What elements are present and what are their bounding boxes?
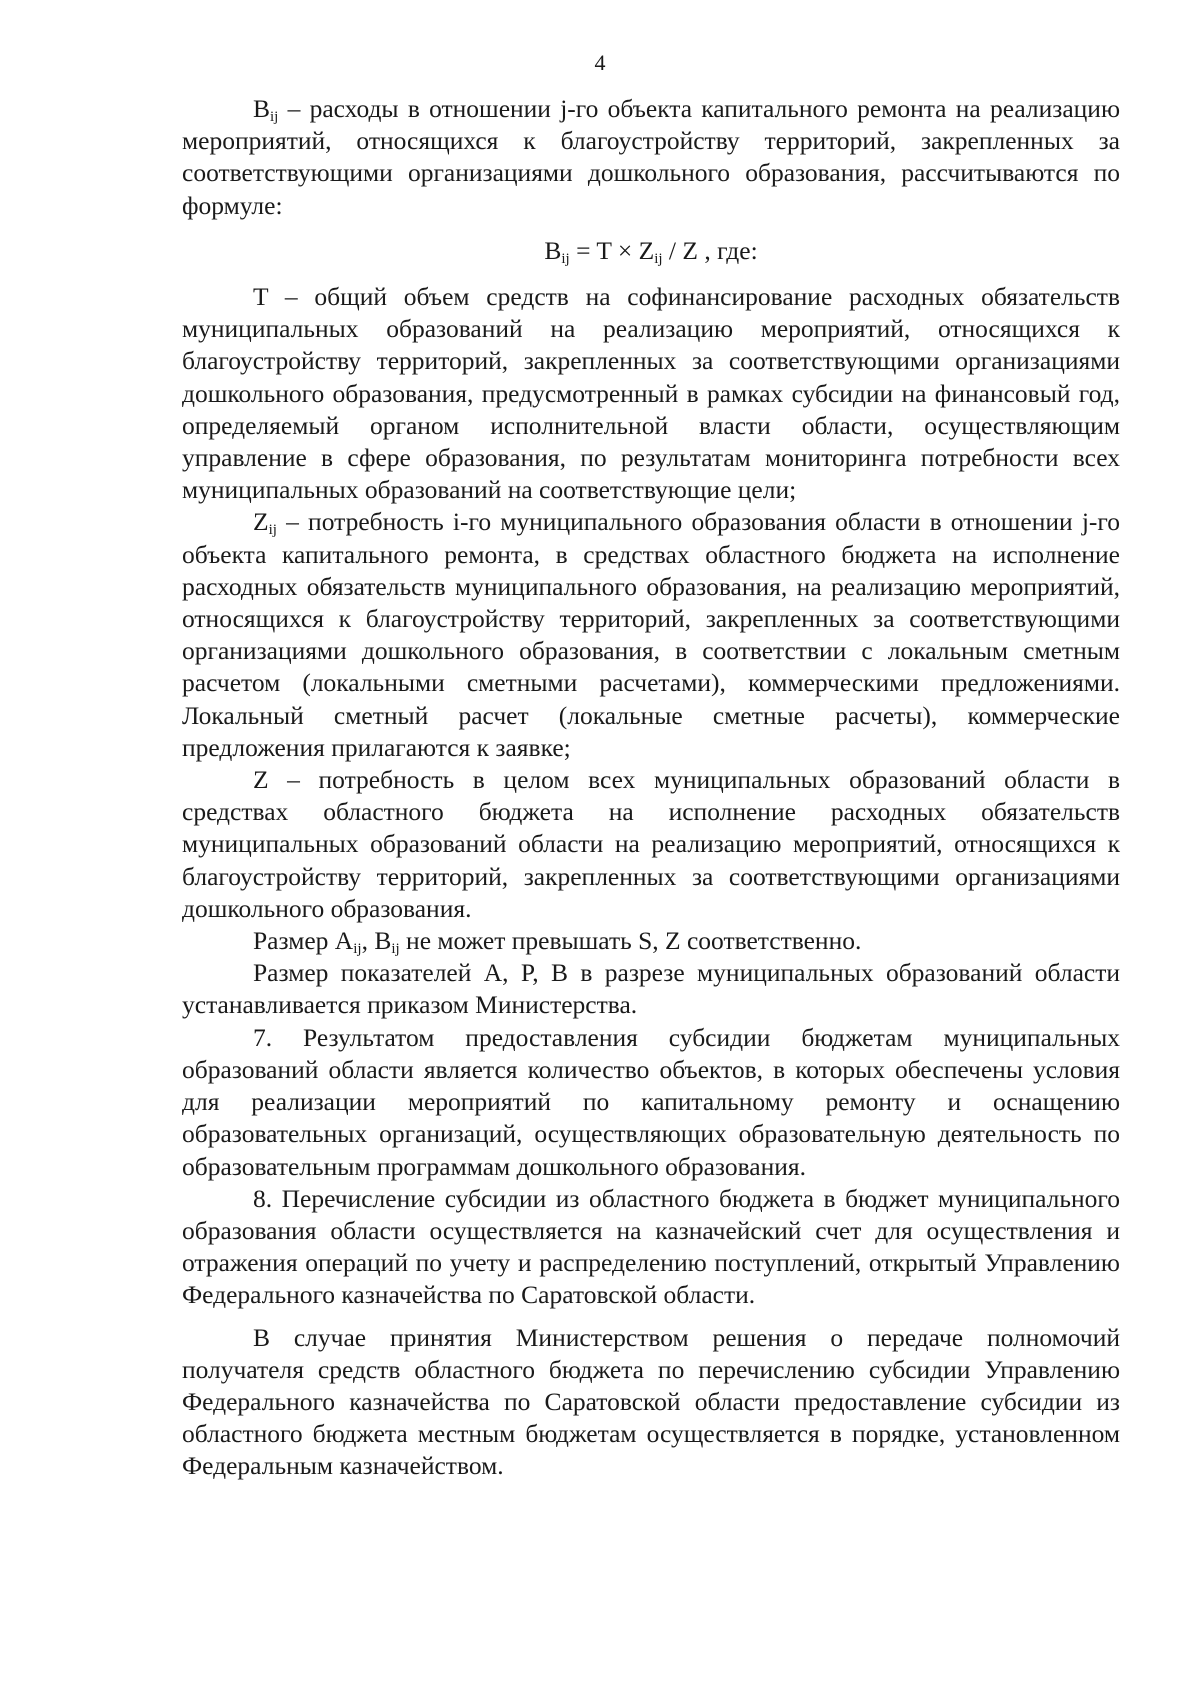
paragraph-zij-definition [182, 506, 1120, 764]
paragraph-size-limit [182, 925, 1120, 957]
formula-b-subscript: ij [561, 250, 570, 267]
subscript-ij: ij [268, 522, 277, 539]
size-limit-end: не может превышать S, Z соответственно. [399, 926, 862, 956]
formula-b: B [544, 235, 562, 265]
paragraph-t-definition: T – общий объем средств на софинансирование расходных обязательств муниципальных образований на реализацию мероприятий, относящихся к благоустройству территорий, закрепленных за соответствующими организациями дошкольного образования, предусмотренный в рамках субсидии на финансовый год, определяемый органом исполнительной власти области, осуществляющим управление в сфере образования, по результатам мониторинга потребности всех муниципальных образований на соответствующие цели; [182, 282, 1120, 505]
formula-middle: = T × Z [569, 235, 655, 265]
size-limit-prefix: Размер A [253, 926, 354, 956]
paragraph-z-definition: Z – потребность в целом всех муниципальных образований области в средствах областного бюджета на исполнение расходных обязательств муниципальных образований области на реализацию мероприятий, относящихся к благоустройству территорий, закрепленных за соответствующими организациями дошкольного образования. [182, 765, 1120, 923]
subscript-ij: ij [391, 941, 400, 958]
formula-z-subscript: ij [654, 250, 663, 267]
paragraph-zij-text: – потребность i-го муниципального образования области в отношении j-го объекта капитального ремонта, в средствах областного бюджета на исполнение расходных обязательств муниципального образования, на реализацию мероприятий, относящихся к благоустройству территорий, закрепленных за соответствующими организациями дошкольного образования, в соответствии с локальным сметным расчетом (локальными сметными расчетами), коммерческими предложениями. Локальный сметный расчет (локальные сметные расчеты), коммерческие предложения прилагаются к заявке; [182, 507, 1120, 762]
symbol-z: Z [253, 507, 269, 537]
paragraph-7: 7. Результатом предоставления субсидии бюджетам муниципальных образований области является количество объектов, в которых обеспечены условия для реализации мероприятий по капитальному ремонту и оснащению образовательных организаций, осуществляющих образовательную деятельность по образовательным программам дошкольного образования. [182, 1022, 1120, 1181]
paragraph-b-definition [182, 93, 1120, 222]
subscript-ij: ij [353, 941, 362, 958]
formula-end: / Z , где: [662, 235, 758, 265]
paragraph-8: 8. Перечисление субсидии из областного бюджета в бюджет муниципального образования области осуществляется на казначейский счет для осуществления и отражения операций по учету и распределению поступлений, открытый Управлению Федерального казначейства по Саратовской области. [182, 1183, 1120, 1310]
size-limit-middle: , B [361, 926, 392, 956]
paragraph-indicators: Размер показателей A, P, B в разрезе муниципальных образований области устанавливается приказом Министерства. [182, 958, 1120, 1020]
symbol-b: B [253, 94, 271, 123]
paragraph-delegation: В случае принятия Министерством решения о передаче полномочий получателя средств областного бюджета по перечислению субсидии Управлению Федерального казначейства по Саратовской области предоставление субсидии из областного бюджета местным бюджетам осуществляется в порядке, установленном Федеральным казначейством. [182, 1322, 1120, 1481]
subscript-ij: ij [270, 109, 279, 125]
page-number: 4 [594, 50, 606, 75]
document-body [182, 93, 1120, 1483]
paragraph-b-text: – расходы в отношении j-го объекта капитального ремонта на реализацию мероприятий, относящихся к благоустройству территорий, закрепленных за соответствующими организациями дошкольного образования, рассчитываются по формуле: [182, 94, 1120, 220]
formula [182, 235, 1120, 267]
